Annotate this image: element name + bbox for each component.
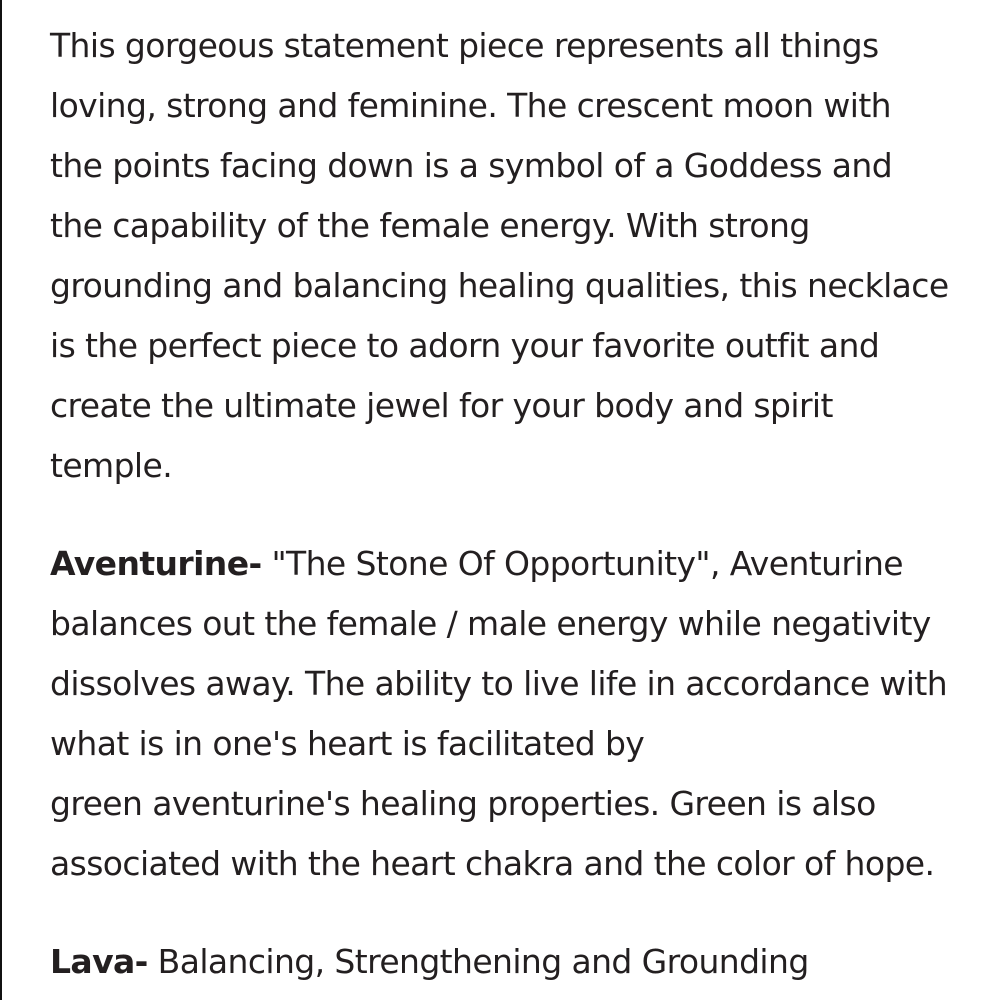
- text-segment: Balancing, Strengthening and Grounding: [147, 942, 809, 981]
- text-line: [50, 932, 809, 992]
- text-segment: "The Stone Of Opportunity", Aventurine: [261, 544, 903, 583]
- stone-label-lava: Lava-: [50, 942, 148, 981]
- text-line: what is in one's heart is facilitated by: [50, 724, 645, 763]
- text-line: dissolves away. The ability to live life in accordance with: [50, 664, 948, 703]
- left-border-divider: [0, 0, 2, 1000]
- stone-label-aventurine: Aventurine-: [50, 544, 262, 583]
- text-line: This gorgeous statement piece represents all things: [50, 26, 879, 65]
- text-line: balances out the female / male energy while negativity: [50, 604, 931, 643]
- text-line: grounding and balancing healing qualities, this necklace: [50, 266, 949, 305]
- text-line: green aventurine's healing properties. Green is also: [50, 784, 876, 823]
- product-description: [50, 0, 990, 1000]
- text-line: associated with the heart chakra and the color of hope.: [50, 844, 935, 883]
- text-line: create the ultimate jewel for your body and spirit: [50, 386, 833, 425]
- text-line: temple.: [50, 446, 173, 485]
- text-line: [50, 534, 903, 594]
- text-line: loving, strong and feminine. The crescent moon with: [50, 86, 891, 125]
- text-line: the points facing down is a symbol of a Goddess and: [50, 146, 893, 185]
- text-line: the capability of the female energy. With strong: [50, 206, 810, 245]
- text-line: is the perfect piece to adorn your favorite outfit and: [50, 326, 880, 365]
